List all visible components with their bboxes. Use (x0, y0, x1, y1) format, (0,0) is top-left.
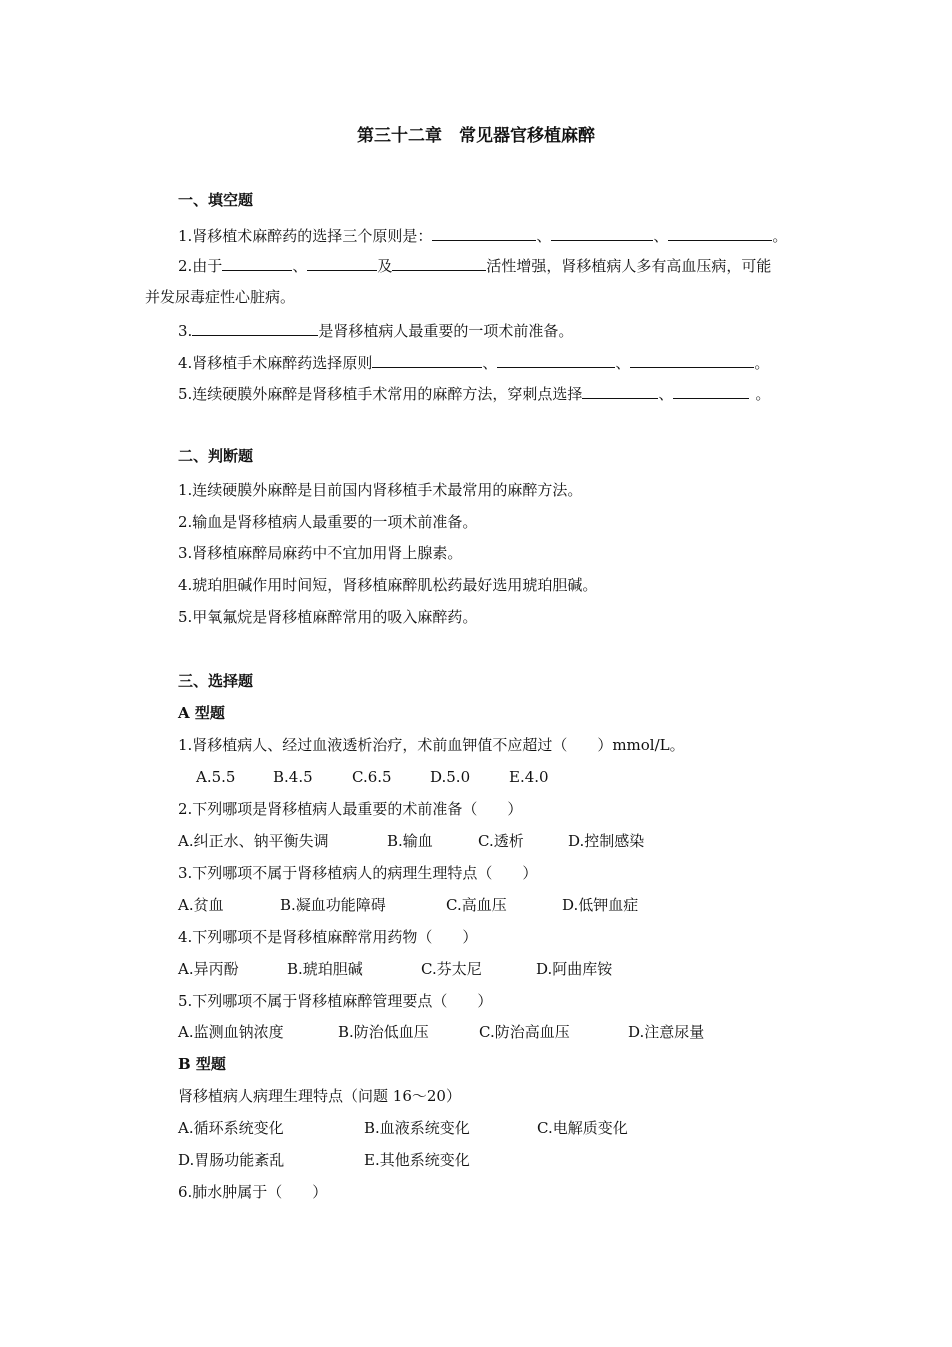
option[interactable]: C.6.5 (352, 768, 392, 786)
option[interactable]: B.血液系统变化 (364, 1119, 470, 1137)
option[interactable]: D.控制感染 (568, 832, 645, 850)
option[interactable]: A.贫血 (178, 896, 224, 914)
type-a-heading: A 型题 (178, 704, 225, 722)
tf-question-1: 1.连续硬膜外麻醉是目前国内肾移植手术最常用的麻醉方法。 (178, 481, 583, 499)
fill-question-5: 5.连续硬膜外麻醉是肾移植手术常用的麻醉方法，穿刺点选择 、 。 (178, 385, 771, 403)
fill-question-3: 3. 是肾移植病人最重要的一项术前准备。 (178, 322, 574, 340)
tf-question-3: 3.肾移植麻醉局麻药中不宜加用肾上腺素。 (178, 544, 463, 562)
mc-question-5: 5.下列哪项不属于肾移植麻醉管理要点（ ） (178, 992, 493, 1010)
answer-blank[interactable] (668, 225, 772, 241)
section-heading-fill-blank: 一、填空题 (178, 191, 254, 209)
tf-question-4: 4.琥珀胆碱作用时间短，肾移植麻醉肌松药最好选用琥珀胆碱。 (178, 576, 598, 594)
option[interactable]: E.4.0 (509, 768, 549, 786)
mc-question-2: 2.下列哪项是肾移植病人最重要的术前准备（ ） (178, 800, 523, 818)
fill-question-2-cont: 并发尿毒症性心脏病。 (145, 288, 296, 306)
option[interactable]: A.异丙酚 (178, 960, 239, 978)
option[interactable]: D.5.0 (430, 768, 471, 786)
answer-blank[interactable] (551, 225, 653, 241)
option[interactable]: C.防治高血压 (479, 1023, 570, 1041)
option[interactable]: D.注意尿量 (628, 1023, 705, 1041)
type-b-intro: 肾移植病人病理生理特点（问题 16～20） (178, 1087, 461, 1105)
option[interactable]: C.高血压 (446, 896, 507, 914)
mc-question-3: 3.下列哪项不属于肾移植病人的病理生理特点（ ） (178, 864, 538, 882)
answer-blank[interactable] (582, 383, 658, 399)
section-heading-multiple-choice: 三、选择题 (178, 672, 254, 690)
option[interactable]: C.芬太尼 (421, 960, 482, 978)
answer-blank[interactable] (392, 255, 486, 271)
option[interactable]: C.电解质变化 (537, 1119, 628, 1137)
answer-blank[interactable] (497, 352, 615, 368)
tf-question-2: 2.输血是肾移植病人最重要的一项术前准备。 (178, 513, 478, 531)
option[interactable]: B.琥珀胆碱 (287, 960, 363, 978)
answer-blank[interactable] (307, 255, 377, 271)
page-title: 第三十二章 常见器官移植麻醉 (357, 126, 595, 146)
answer-blank[interactable] (432, 225, 536, 241)
answer-blank[interactable] (372, 352, 482, 368)
option[interactable]: B.输血 (387, 832, 433, 850)
answer-blank[interactable] (192, 320, 318, 336)
section-heading-true-false: 二、判断题 (178, 447, 254, 465)
option[interactable]: D.阿曲库铵 (536, 960, 613, 978)
mc-question-4: 4.下列哪项不是肾移植麻醉常用药物（ ） (178, 928, 478, 946)
option[interactable]: A.5.5 (196, 768, 236, 786)
option[interactable]: B.凝血功能障碍 (280, 896, 386, 914)
option[interactable]: A.纠正水、钠平衡失调 (178, 832, 329, 850)
answer-blank[interactable] (222, 255, 292, 271)
option[interactable]: D.低钾血症 (562, 896, 639, 914)
option[interactable]: E.其他系统变化 (364, 1151, 470, 1169)
option[interactable]: C.透析 (478, 832, 524, 850)
fill-question-1: 1.肾移植术麻醉药的选择三个原则是： 、 、 。 (178, 227, 788, 245)
answer-blank[interactable] (630, 352, 754, 368)
option[interactable]: A.监测血钠浓度 (178, 1023, 284, 1041)
fill-question-4: 4.肾移植手术麻醉药选择原则 、 、 。 (178, 354, 770, 372)
answer-blank[interactable] (673, 383, 749, 399)
mc-question-6: 6.肺水肿属于（ ） (178, 1183, 328, 1201)
option[interactable]: A.循环系统变化 (178, 1119, 284, 1137)
type-b-heading: B 型题 (178, 1055, 226, 1073)
mc-question-1: 1.肾移植病人、经过血液透析治疗，术前血钾值不应超过（ ）mmol/L。 (178, 736, 685, 754)
fill-question-2: 2.由于 、 及 活性增强，肾移植病人多有高血压病，可能 (178, 257, 772, 275)
option[interactable]: B.4.5 (273, 768, 313, 786)
option[interactable]: D.胃肠功能紊乱 (178, 1151, 285, 1169)
option[interactable]: B.防治低血压 (338, 1023, 429, 1041)
tf-question-5: 5.甲氧氟烷是肾移植麻醉常用的吸入麻醉药。 (178, 608, 478, 626)
